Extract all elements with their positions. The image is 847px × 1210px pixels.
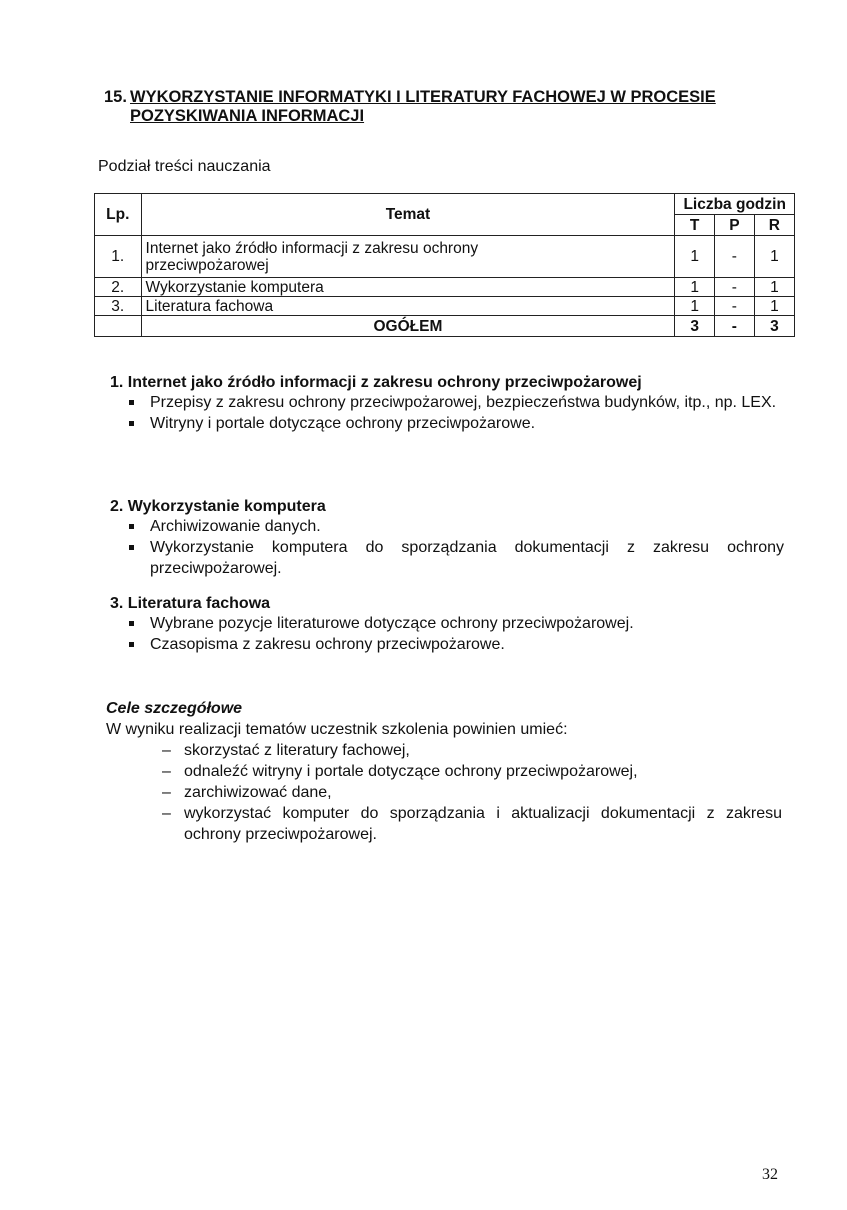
header-lp: Lp. (95, 194, 142, 236)
table-header-row (95, 194, 795, 215)
list-item-text: zarchiwizować dane, (184, 784, 332, 801)
dash-bullet-icon: – (162, 742, 171, 759)
list-item (126, 613, 784, 634)
section-heading: 2. Wykorzystanie komputera (110, 498, 326, 515)
heading-number: 15. (104, 88, 127, 106)
page-number: 32 (762, 1166, 778, 1183)
row-lp: 1. (95, 236, 142, 278)
list-item (162, 803, 782, 845)
row-t: 1 (675, 297, 715, 316)
total-lp-empty (95, 316, 142, 337)
section-internet (110, 374, 784, 434)
row-r: 1 (754, 236, 794, 278)
total-p: - (714, 316, 754, 337)
list-item-text: Przepisy z zakresu ochrony przeciwpożarowej, bezpieczeństwa budynków, itp., np. LEX. (150, 394, 777, 411)
hours-table (94, 193, 795, 337)
list-item (126, 634, 784, 655)
section-heading: 1. Internet jako źródło informacji z zakresu ochrony przeciwpożarowej (110, 374, 642, 391)
list-item-text: odnaleźć witryny i portale dotyczące ochrony przeciwpożarowej, (184, 763, 638, 780)
total-label: OGÓŁEM (141, 316, 675, 337)
header-hours-group: Liczba godzin (675, 194, 795, 215)
list-item (162, 761, 782, 782)
header-t: T (675, 215, 715, 236)
list-item (162, 782, 782, 803)
goals-heading: Cele szczegółowe (106, 700, 243, 717)
content-division-label: Podział treści nauczania (98, 158, 271, 175)
row-temat: Wykorzystanie komputera (141, 278, 675, 297)
row-p: - (714, 236, 754, 278)
square-bullet-icon (129, 421, 134, 426)
list-item-text: wykorzystać komputer do sporządzania i aktualizacji dokumentacji z zakresu ochrony przeciwpożarowej. (184, 805, 782, 843)
section-heading: 3. Literatura fachowa (110, 595, 271, 612)
section-literatura (110, 595, 784, 655)
section-list (126, 392, 784, 434)
list-item-text: Czasopisma z zakresu ochrony przeciwpożarowe. (150, 636, 505, 653)
row-lp: 3. (95, 297, 142, 316)
dash-bullet-icon: – (162, 805, 171, 822)
row-temat: Internet jako źródło informacji z zakresu ochrony przeciwpożarowej (141, 236, 675, 278)
heading-title (130, 88, 795, 126)
list-item-text: Archiwizowanie danych. (150, 518, 321, 535)
list-item (162, 740, 782, 761)
section-list (126, 516, 784, 579)
header-temat: Temat (141, 194, 675, 236)
list-item-text: Wybrane pozycje literaturowe dotyczące ochrony przeciwpożarowej. (150, 615, 634, 632)
dash-bullet-icon: – (162, 763, 171, 780)
goals-section (106, 698, 786, 845)
square-bullet-icon (129, 545, 134, 550)
row-r: 1 (754, 278, 794, 297)
table-row (95, 297, 795, 316)
dash-bullet-icon: – (162, 784, 171, 801)
list-item-text: Wykorzystanie komputera do sporządzania dokumentacji z zakresu ochrony przeciwpożarowej. (150, 539, 784, 577)
header-p: P (714, 215, 754, 236)
table-row (95, 236, 795, 278)
row-t: 1 (675, 236, 715, 278)
list-item (126, 413, 784, 434)
header-r: R (754, 215, 794, 236)
square-bullet-icon (129, 400, 134, 405)
table-total-row (95, 316, 795, 337)
total-r: 3 (754, 316, 794, 337)
list-item (126, 516, 784, 537)
list-item (126, 392, 784, 413)
total-t: 3 (675, 316, 715, 337)
table-row (95, 278, 795, 297)
row-p: - (714, 297, 754, 316)
heading-title-line-1: WYKORZYSTANIE INFORMATYKI I LITERATURY FACHOWEJ W PROCESIE (130, 88, 716, 106)
square-bullet-icon (129, 621, 134, 626)
list-item-text: skorzystać z literatury fachowej, (184, 742, 410, 759)
row-lp: 2. (95, 278, 142, 297)
row-t: 1 (675, 278, 715, 297)
square-bullet-icon (129, 642, 134, 647)
row-p: - (714, 278, 754, 297)
goals-list (162, 740, 782, 845)
row-r: 1 (754, 297, 794, 316)
goals-intro: W wyniku realizacji tematów uczestnik szkolenia powinien umieć: (106, 721, 568, 738)
list-item (126, 537, 784, 579)
section-komputer (110, 498, 784, 579)
list-item-text: Witryny i portale dotyczące ochrony przeciwpożarowe. (150, 415, 536, 432)
section-list (126, 613, 784, 655)
heading-title-line-2: POZYSKIWANIA INFORMACJI (130, 107, 365, 125)
row-temat: Literatura fachowa (141, 297, 675, 316)
square-bullet-icon (129, 524, 134, 529)
